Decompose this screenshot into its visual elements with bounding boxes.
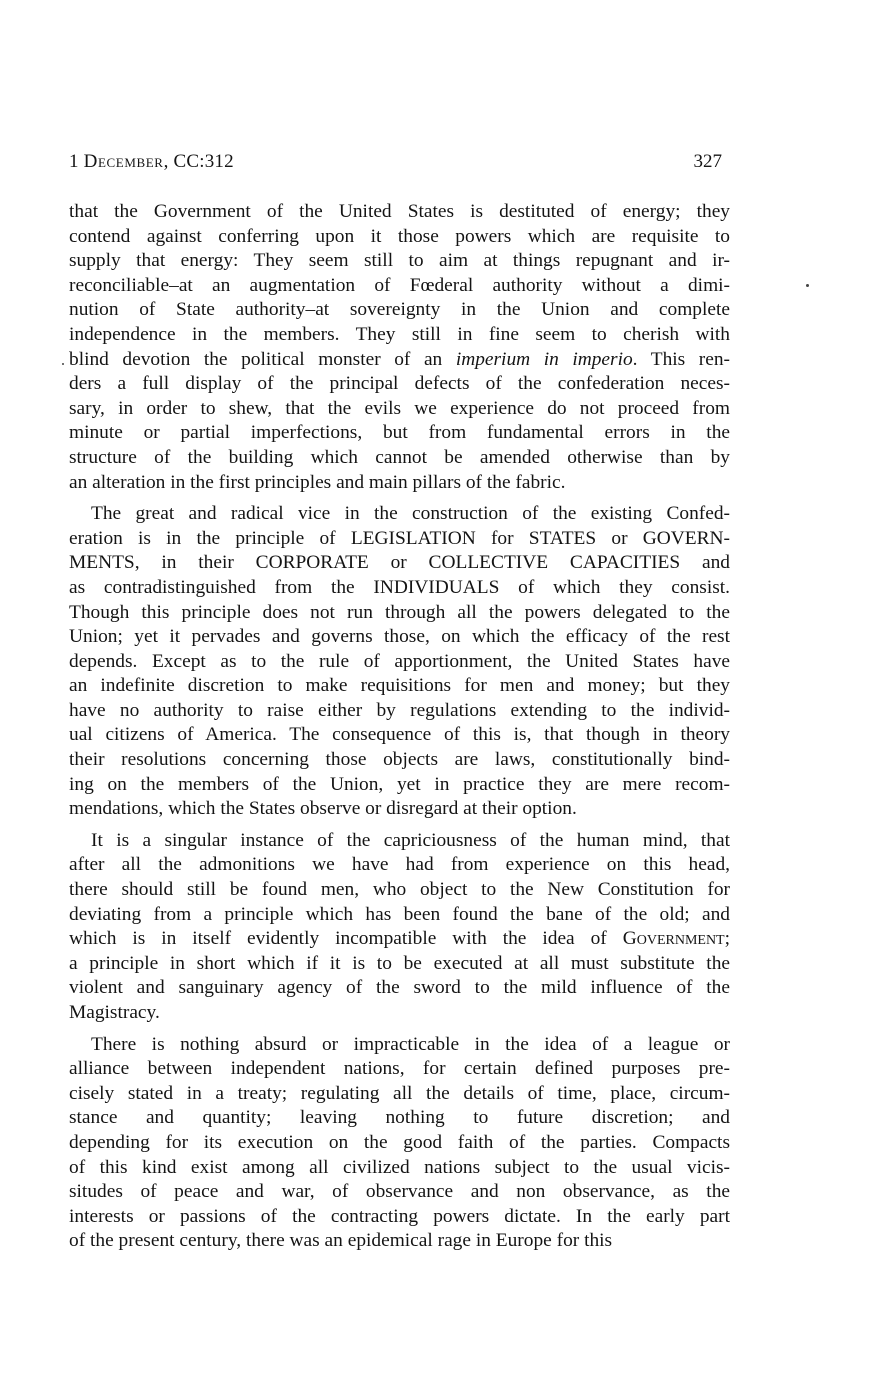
text-line: as contradistinguished from the INDIVIDUALS of which they consist. <box>69 576 730 598</box>
paragraph <box>69 200 730 495</box>
text-line: mendations, which the States observe or disregard at their option. <box>69 798 577 820</box>
text-line: contend against conferring upon it those powers which are requisite to <box>69 225 730 247</box>
text-line: depends. Except as to the rule of apportionment, the United States have <box>69 650 730 672</box>
text-line: ing on the members of the Union, yet in practice they are mere recom- <box>69 773 730 795</box>
text-line: after all the admonitions we have had from experience on this head, <box>69 854 730 876</box>
page-number: 327 <box>693 151 722 172</box>
text-line: which is in itself evidently incompatible with the idea of Government; <box>69 928 730 950</box>
italic-phrase: imperium in imperio <box>455 348 633 370</box>
running-head-month: December <box>83 151 164 172</box>
body-text <box>69 200 730 1254</box>
text-line: of the present century, there was an epidemical rage in Europe for this <box>69 1230 613 1252</box>
paragraph <box>69 502 730 822</box>
text-line: alliance between independent nations, for certain defined purposes pre- <box>69 1058 730 1080</box>
text-line: a principle in short which if it is to be executed at all must substitute the <box>69 952 730 974</box>
text-line: have no authority to raise either by regulations extending to the individ- <box>69 699 730 721</box>
book-page <box>69 148 730 1261</box>
text-line: of this kind exist among all civilized nations subject to the usual vicis- <box>69 1156 730 1178</box>
text-line: ual citizens of America. The consequence of this is, that though in theory <box>69 724 730 746</box>
text-line: Magistracy. <box>69 1002 160 1023</box>
text-line: violent and sanguinary agency of the sword to the mild influence of the <box>69 977 730 999</box>
text-line: deviating from a principle which has been found the bane of the old; and <box>69 903 730 925</box>
text-line: reconciliable–at an augmentation of Fœderal authority without a dimi- <box>69 274 730 296</box>
margin-mark <box>62 363 64 365</box>
text-line: sary, in order to shew, that the evils we experience do not proceed from <box>69 397 730 419</box>
text-line: ders a full display of the principal defects of the confederation neces- <box>69 373 730 395</box>
text-line: blind devotion the political monster of an imperium in imperio. This ren- <box>69 348 730 370</box>
text-line: stance and quantity; leaving nothing to future discretion; and <box>69 1107 730 1129</box>
text-line: interests or passions of the contracting powers dictate. In the early part <box>69 1205 730 1227</box>
text-line: independence in the members. They still in fine seem to cherish with <box>69 323 730 345</box>
text-line: eration is in the principle of LEGISLATION for STATES or GOVERN- <box>69 527 730 549</box>
text-line: there should still be found men, who object to the New Constitution for <box>69 879 730 901</box>
text-line: that the Government of the United States is destituted of energy; they <box>69 201 730 222</box>
margin-mark <box>806 284 809 287</box>
running-head <box>69 148 730 176</box>
text-line: cisely stated in a treaty; regulating all the details of time, place, circum- <box>69 1082 730 1104</box>
text-line: Union; yet it pervades and governs those, on which the efficacy of the rest <box>69 626 730 648</box>
text-line: situdes of peace and war, of observance and non observance, as the <box>69 1181 730 1203</box>
text-line: minute or partial imperfections, but from fundamental errors in the <box>69 422 730 444</box>
text-line: an alteration in the first principles and main pillars of the fabric. <box>69 471 566 493</box>
text-line: nution of State authority–at sovereignty in the Union and complete <box>69 299 730 321</box>
paragraph <box>69 1033 730 1254</box>
text-line: It is a singular instance of the capriciousness of the human mind, that <box>91 829 730 851</box>
text-line: structure of the building which cannot be amended otherwise than by <box>69 446 730 468</box>
text-line: The great and radical vice in the construction of the existing Confed- <box>91 503 730 525</box>
small-caps-word: Government <box>622 928 725 950</box>
text-line: There is nothing absurd or impracticable in the idea of a league or <box>91 1033 730 1055</box>
text-line: depending for its execution on the good faith of the parties. Compacts <box>69 1131 730 1153</box>
text-line: supply that energy: They seem still to aim at things repugnant and ir- <box>69 250 730 272</box>
text-line: an indefinite discretion to make requisitions for men and money; but they <box>69 675 730 697</box>
paragraph <box>69 829 730 1026</box>
running-head-left: 1 December, CC:312 <box>69 151 234 172</box>
text-line: their resolutions concerning those objects are laws, constitutionally bind- <box>69 749 730 771</box>
text-line: MENTS, in their CORPORATE or COLLECTIVE CAPACITIES and <box>69 552 730 574</box>
text-line: Though this principle does not run through all the powers delegated to the <box>69 601 730 623</box>
